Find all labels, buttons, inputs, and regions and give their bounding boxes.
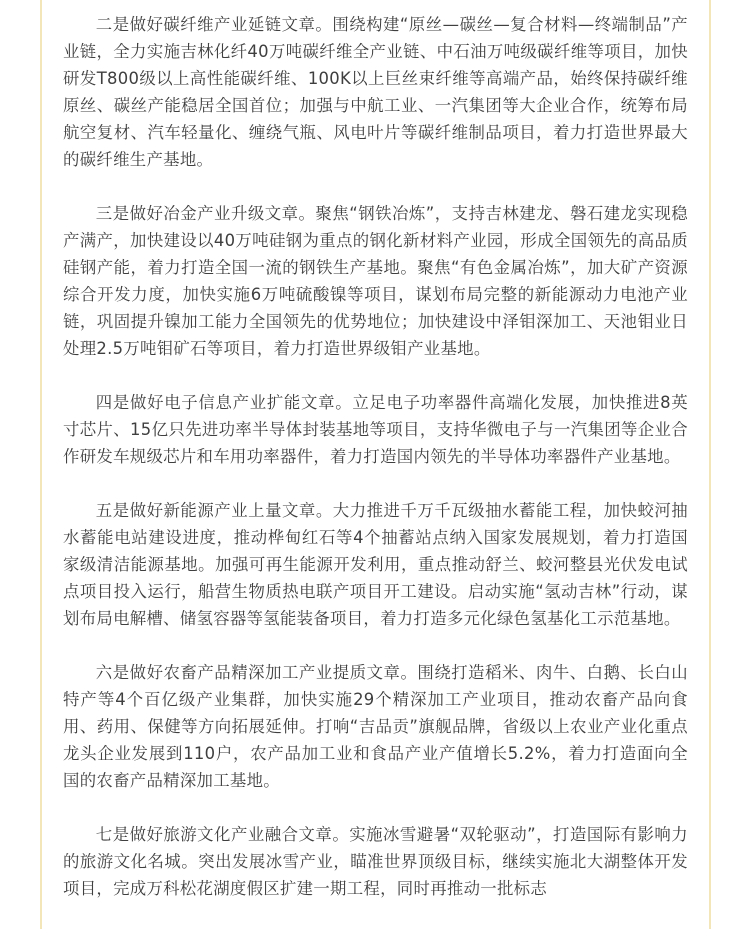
paragraph-carbon-fiber: 二是做好碳纤维产业延链文章。围绕构建“原丝—碳丝—复合材料—终端制品”产业链，全力实施吉林化纤40万吨碳纤维全产业链、中石油万吨级碳纤维等项目，加快研发T800级以上高性能碳纤维、100K以上巨丝束纤维等高端产品，始终保持碳纤维原丝、碳丝产能稳居全国首位；加强与中航工业、一汽集团等大企业合作，统筹布局航空复材、汽车轻量化、缠绕气瓶、风电叶片等碳纤维制品项目，着力打造世界最大的碳纤维生产基地。 [63, 15, 688, 169]
right-border-line [709, 0, 711, 929]
paragraph-tourism: 七是做好旅游文化产业融合文章。实施冰雪避暑“双轮驱动”，打造国际有影响力的旅游文化名城。突出发展冰雪产业，瞄准世界顶级目标，继续实施北大湖整体开发项目，完成万科松花湖度假区扩建一期工程，同时再推动一批标志 [63, 825, 688, 898]
left-border-line [40, 0, 42, 929]
paragraph-new-energy: 五是做好新能源产业上量文章。大力推进千万千瓦级抽水蓄能工程，加快蛟河抽水蓄能电站建设进度，推动桦甸红石等4个抽蓄站点纳入国家发展规划，着力打造国家级清洁能源基地。加强可再生能源开发利用，重点推动舒兰、蛟河整县光伏发电试点项目投入运行，船营生物质热电联产项目开工建设。启动实施“氢动吉林”行动，谋划布局电解槽、储氢容器等氢能装备项目，着力打造多元化绿色氢基化工示范基地。 [63, 501, 688, 628]
paragraph-electronics: 四是做好电子信息产业扩能文章。立足电子功率器件高端化发展，加快推进8英寸芯片、15亿只先进功率半导体封装基地等项目，支持华微电子与一汽集团等企业合作研发车规级芯片和车用功率器件，着力打造国内领先的半导体功率器件产业基地。 [63, 393, 688, 466]
paragraph-metallurgy: 三是做好冶金产业升级文章。聚焦“钢铁冶炼”，支持吉林建龙、磐石建龙实现稳产满产，加快建设以40万吨硅钢为重点的钢化新材料产业园，形成全国领先的高品质硅钢产能，着力打造全国一流的钢铁生产基地。聚焦“有色金属冶炼”，加大矿产资源综合开发力度，加快实施6万吨硫酸镍等项目，谋划布局完整的新能源动力电池产业链，巩固提升镍加工能力全国领先的优势地位；加快建设中泽钼深加工、天池钼业日处理2.5万吨钼矿石等项目，着力打造世界级钼产业基地。 [63, 204, 688, 358]
paragraph-agriculture: 六是做好农畜产品精深加工产业提质文章。围绕打造稻米、肉牛、白鹅、长白山特产等4个百亿级产业集群，加快实施29个精深加工产业项目，推动农畜产品向食用、药用、保健等方向拓展延伸。打响“吉品贡”旗舰品牌，省级以上农业产业化重点龙头企业发展到110户，农产品加工业和食品产业产值增长5.2%，着力打造面向全国的农畜产品精深加工基地。 [63, 663, 688, 790]
article-body [63, 11, 688, 929]
